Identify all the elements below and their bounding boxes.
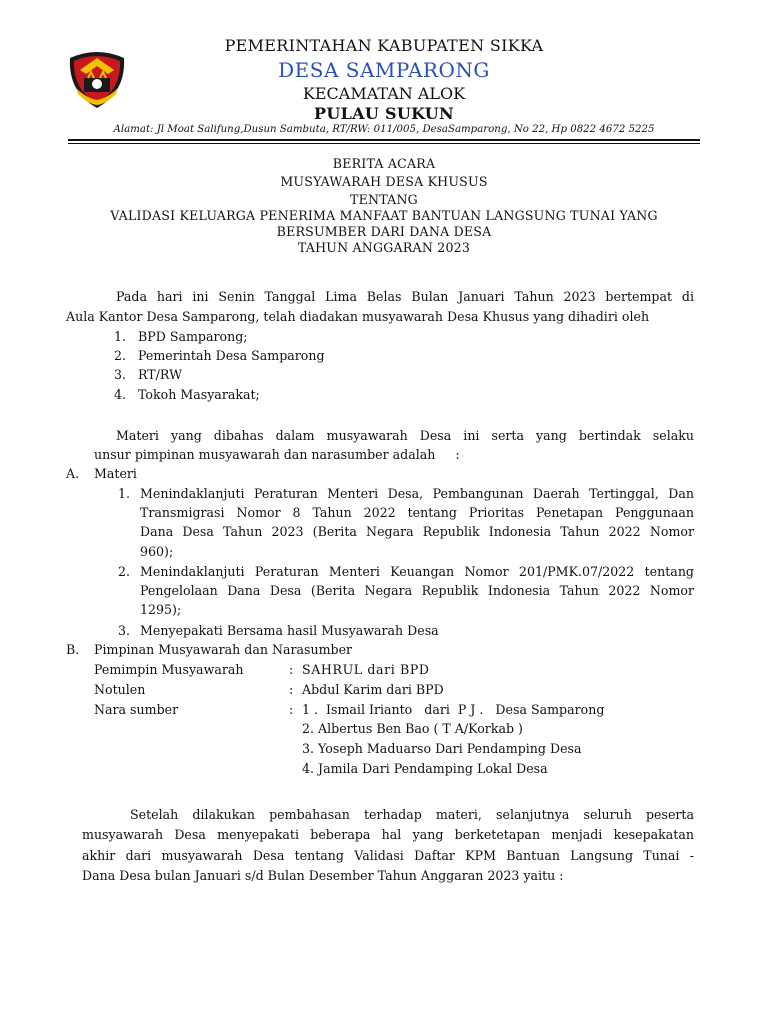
header-rule-thick (68, 139, 700, 141)
materi-item-number: 2. (118, 564, 131, 579)
closing-line-3: akhir dari musyawarah Desa tentang Validasi Daftar KPM Bantuan Langsung Tunai - (82, 848, 694, 863)
materi-item-2-line-2: Pengelolaan Dana Desa (Berita Negara Republik Indonesia Tahun 2022 Nomor (140, 583, 694, 598)
source-item: 4. Jamila Dari Pendamping Lokal Desa (302, 761, 548, 776)
doc-title-line-1: BERITA ACARA (332, 156, 436, 171)
doc-title-line-3: TENTANG (350, 192, 418, 207)
district-heading: KECAMATAN ALOK (302, 84, 466, 103)
materi-item-2-line-1: Menindaklanjuti Peraturan Menteri Keuangan Nomor 201/PMK.07/2022 tentang (140, 564, 694, 579)
intro-line-2: Aula Kantor Desa Samparong, telah diadakan musyawarah Desa Khusus yang dihadiri oleh (66, 309, 650, 324)
doc-title-line-2: MUSYAWARAH DESA KHUSUS (280, 174, 488, 189)
materi-item-number: 3. (118, 623, 131, 638)
materi-item-1-line-2: Transmigrasi Nomor 8 Tahun 2022 tentang Prioritas Penetapan Penggunaan (140, 505, 694, 520)
sources-label: Nara sumber (94, 702, 179, 717)
closing-line-2: musyawarah Desa menyepakati beberapa hal yang berketetapan menjadi kesepakatan (82, 827, 694, 842)
materi-item-1-line-1: Menindaklanjuti Peraturan Menteri Desa, Pembangunan Daerah Tertinggal, Dan (140, 486, 694, 501)
doc-title-line-4: VALIDASI KELUARGA PENERIMA MANFAAT BANTUAN LANGSUNG TUNAI YANG (110, 208, 658, 223)
attendee-number: 3. (114, 367, 127, 382)
attendee-item: Tokoh Masyarakat; (138, 387, 260, 402)
attendee-item: BPD Samparong; (138, 329, 248, 344)
leader-label: Pemimpin Musyawarah (94, 662, 244, 677)
materi-intro-line-1: Materi yang dibahas dalam musyawarah Desa ini serta yang bertindak selaku (116, 428, 694, 443)
materi-item-number: 1. (118, 486, 131, 501)
section-a-heading: Materi (94, 466, 137, 481)
closing-line-1: Setelah dilakukan pembahasan terhadap materi, selanjutnya seluruh peserta (130, 807, 694, 822)
section-a-letter: A. (66, 466, 80, 481)
notulen-colon: : (289, 682, 294, 697)
materi-item-1-line-3: Dana Desa Tahun 2023 (Berita Negara Republik Indonesia Tahun 2022 Nomor (140, 524, 694, 539)
attendee-number: 2. (114, 348, 127, 363)
intro-line-1: Pada hari ini Senin Tanggal Lima Belas Bulan Januari Tahun 2023 bertempat di (116, 289, 694, 304)
village-heading: DESA SAMPARONG (278, 58, 490, 82)
attendee-item: Pemerintah Desa Samparong (138, 348, 325, 363)
leader-value: SAHRUL dari BPD (302, 662, 430, 677)
source-item: 1 . Ismail Irianto dari P J . Desa Samparong (302, 702, 605, 717)
attendee-number: 1. (114, 329, 127, 344)
attendee-item: RT/RW (138, 367, 183, 382)
source-item: 3. Yoseph Maduarso Dari Pendamping Desa (302, 741, 582, 756)
leader-colon: : (289, 662, 294, 677)
materi-intro-line-2: unsur pimpinan musyawarah dan narasumber adalah : (94, 447, 460, 462)
source-item: 2. Albertus Ben Bao ( T A/Korkab ) (302, 721, 523, 736)
section-b-letter: B. (66, 642, 80, 657)
address-line: Alamat: Jl Moat Salifung,Dusun Sambuta, RT/RW: 011/005, DesaSamparong, No 22, Hp 0822 4672 5225 (113, 124, 655, 135)
notulen-value: Abdul Karim dari BPD (302, 682, 444, 697)
materi-item-3-line-1: Menyepakati Bersama hasil Musyawarah Desa (140, 623, 439, 638)
doc-title-line-6: TAHUN ANGGARAN 2023 (297, 240, 471, 255)
attendee-number: 4. (114, 387, 127, 402)
notulen-label: Notulen (94, 682, 146, 697)
island-heading: PULAU SUKUN (314, 104, 454, 123)
government-heading: PEMERINTAHAN KABUPATEN SIKKA (224, 36, 544, 55)
header-rule-thin (68, 143, 700, 144)
section-b-heading: Pimpinan Musyawarah dan Narasumber (94, 642, 353, 657)
closing-line-4: Dana Desa bulan Januari s/d Bulan Desember Tahun Anggaran 2023 yaitu : (82, 868, 564, 883)
materi-item-1-line-4: 960); (140, 544, 174, 559)
materi-item-2-line-3: 1295); (140, 602, 182, 617)
sources-colon: : (289, 702, 294, 717)
doc-title-line-5: BERSUMBER DARI DANA DESA (276, 224, 492, 239)
